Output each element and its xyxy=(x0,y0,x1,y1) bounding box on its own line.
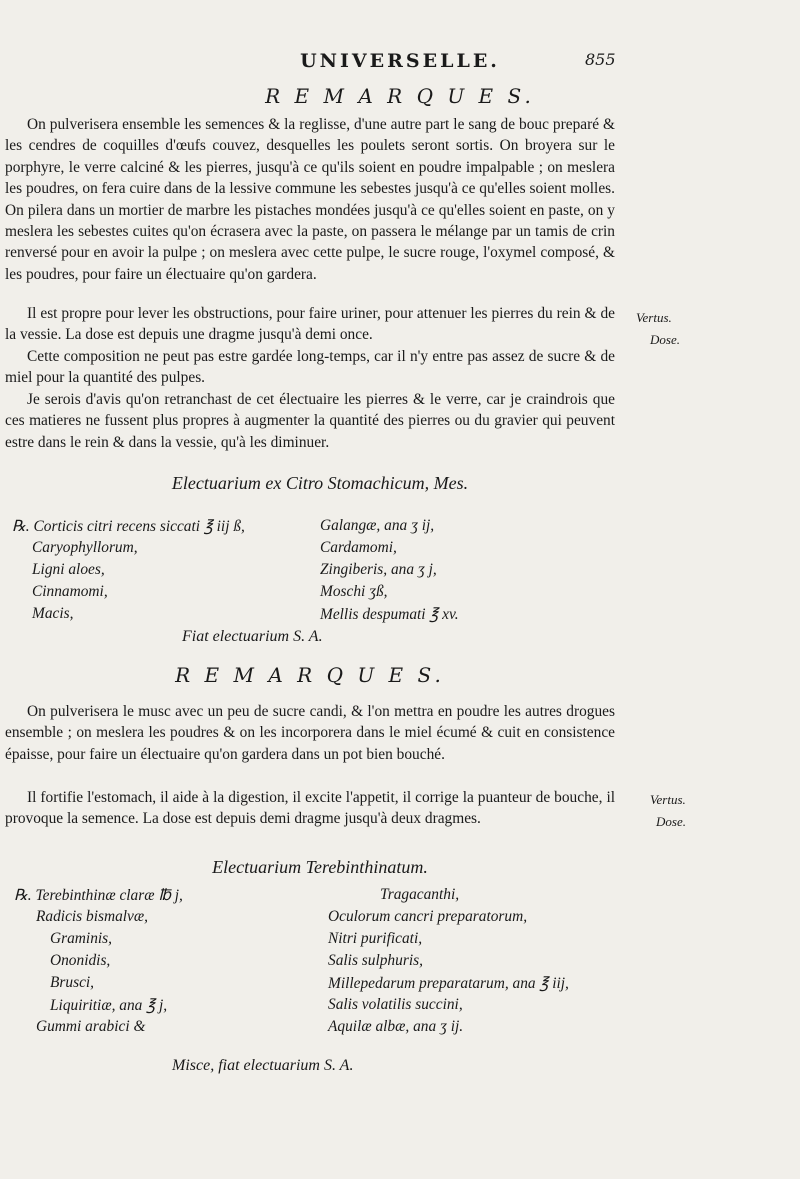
ingredient-left-4: Cinnamomi, xyxy=(32,583,108,600)
paragraph-opinion-1: Je serois d'avis qu'on retranchast de cet électuaire les pierres & le verre, car je craindrois que ces matieres ne fussent plus propres à augmenter la quantité des pierres ou du gravier qui peuvent estre dans le rein & dans la vessie, qu'à les diminuer. xyxy=(5,391,615,451)
ingredient-right-1: Galangæ, ana ʒ ij, xyxy=(320,517,435,534)
ingredient-left-5: Macis, xyxy=(32,605,74,622)
ingredient2-left-4: Ononidis, xyxy=(50,952,111,969)
ingredient2-left-7: Gummi arabici & xyxy=(36,1018,146,1035)
running-title: UNIVERSELLE. xyxy=(300,50,500,72)
ingredient2-right-2: Oculorum cancri preparatorum, xyxy=(328,908,528,925)
margin-note-dose-2: Dose. xyxy=(656,814,686,829)
ingredient-right-3: Zingiberis, ana ʒ j, xyxy=(320,561,437,578)
margin-note-dose-1: Dose. xyxy=(650,332,680,347)
recipe-instruction-terebinthinatum: Misce, fiat electuarium S. A. xyxy=(172,1057,354,1074)
margin-note-vertus-2: Vertus. xyxy=(650,792,686,807)
ingredient2-right-7: Aquilæ albæ, ana ʒ ij. xyxy=(328,1018,464,1035)
ingredient-right-5: Mellis despumati ℥ xv. xyxy=(320,606,459,623)
recipe-title-terebinthinatum: Electuarium Terebinthinatum. xyxy=(212,857,428,877)
paragraph-preparation-2: On pulverisera le musc avec un peu de sucre candi, & l'on mettra en poudre les autres drogues ensemble ; on meslera les poudres & on les incorporera dans le miel écumé & cuit en consistence épaisse, pour faire un électuaire qu'on gardera dans un pot bien bouché. xyxy=(5,703,615,763)
ingredient2-right-3: Nitri purificati, xyxy=(328,930,423,947)
paragraph-preparation-1: On pulverisera ensemble les semences & la reglisse, d'une autre part le sang de bouc preparé & les cendres de coquilles d'œufs couvez, desquelles les poulets seront sortis. On broyera sur le porphyre, le verre calciné & les pierres, jusqu'à ce qu'ils soient en poudre impalpable ; on meslera les poudres, on fera cuire dans de la lessive commune les sebestes jusqu'à ce qu'elles soient molles. On pilera dans un mortier de marbre les pistaches mondées jusqu'à ce qu'elles soient en paste, on y meslera les sebestes cuites qu'on écrasera avec la paste, on passera le mélange par un tamis de crin renversé pour en avoir la pulpe ; on meslera avec cette pulpe, le sucre rouge, l'oxymel composé, & les poudres, pour faire un électuaire qu'on gardera. xyxy=(5,116,615,283)
ingredient-left-1: ℞. Corticis citri recens siccati ℥ iij ß, xyxy=(12,518,245,535)
ingredient2-right-1: Tragacanthi, xyxy=(380,886,460,903)
margin-note-vertus-1: Vertus. xyxy=(636,310,672,325)
paragraph-conservation-1: Cette composition ne peut pas estre gardée long-temps, car il n'y entre pas assez de sucre & de miel pour la quantité des pulpes. xyxy=(5,348,615,387)
ingredient-right-4: Moschi ʒß, xyxy=(320,583,388,600)
ingredient-left-2: Caryophyllorum, xyxy=(32,539,138,556)
ingredient-left-3: Ligni aloes, xyxy=(32,561,105,578)
ingredient2-right-6: Salis volatilis succini, xyxy=(328,996,463,1013)
ingredient2-left-5: Brusci, xyxy=(50,974,95,991)
paragraph-usage-1: Il est propre pour lever les obstructions, pour faire uriner, pour attenuer les pierres du rein & de la vessie. La dose est depuis une dragme jusqu'à demi once. xyxy=(5,305,615,344)
paragraph-usage-2: Il fortifie l'estomach, il aide à la digestion, il excite l'appetit, il corrige la puanteur de bouche, il provoque la semence. La dose est depuis demi dragme jusqu'à deux dragmes. xyxy=(5,789,615,828)
ingredient2-right-4: Salis sulphuris, xyxy=(328,952,423,969)
page-number: 855 xyxy=(585,50,616,69)
ingredient-right-2: Cardamomi, xyxy=(320,539,397,556)
section-heading-remarques-1: R E M A R Q U E S. xyxy=(265,84,535,108)
recipe-instruction-citro: Fiat electuarium S. A. xyxy=(182,628,323,645)
recipe-title-citro: Electuarium ex Citro Stomachicum, Mes. xyxy=(171,473,469,493)
ingredient2-left-3: Graminis, xyxy=(50,930,112,947)
ingredient2-left-6: Liquiritiæ, ana ℥ j, xyxy=(50,997,168,1014)
ingredient2-left-2: Radicis bismalvæ, xyxy=(36,908,149,925)
section-heading-remarques-2: R E M A R Q U E S. xyxy=(175,663,445,687)
ingredient2-left-1: ℞. Terebinthinæ claræ ℔ j, xyxy=(14,887,183,904)
ingredient2-right-5: Millepedarum preparatarum, ana ℥ iij, xyxy=(328,975,569,992)
